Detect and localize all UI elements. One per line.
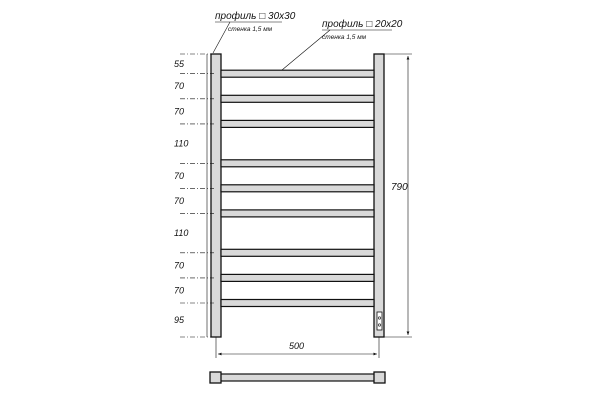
top-view-left-post [210,372,221,383]
profile-rung-leader [282,30,330,70]
rung [221,249,374,256]
height-dimension [384,54,412,337]
profile-rung-wall-label: стенка 1,5 мм [322,34,367,41]
spacing-label: 70 [174,81,185,92]
spacing-label: 70 [174,195,185,206]
top-view [210,372,385,383]
width-value: 500 [289,341,305,351]
rung [221,185,374,192]
electric-connector [377,312,382,330]
spacing-label: 55 [174,58,185,69]
spacing-label: 70 [174,170,185,181]
rung [221,274,374,281]
spacing-label: 70 [174,285,185,296]
vertical-dimension-chain [174,54,214,337]
profile-main-leader [213,22,230,53]
spacing-label: 70 [174,106,185,117]
left-post [211,54,221,337]
spacing-label: 95 [174,315,185,325]
rung [221,210,374,217]
rungs [221,70,374,306]
rung [221,95,374,102]
width-dimension [216,337,379,358]
rail-frame [211,54,384,337]
right-post [374,54,384,337]
spacing-label: 70 [174,260,185,271]
profile-rung-label: профиль □ 20x20 [322,19,403,30]
profile-main-label: профиль □ 30x30 [215,11,296,22]
top-view-rung [219,374,377,381]
rung [221,160,374,167]
rung [221,300,374,307]
top-view-right-post [374,372,385,383]
profile-main-wall-label: стенка 1,5 мм [228,26,273,33]
spacing-label: 110 [174,138,189,149]
rung [221,120,374,127]
height-value: 790 [391,182,408,193]
rung [221,70,374,77]
spacing-label: 110 [174,228,189,239]
